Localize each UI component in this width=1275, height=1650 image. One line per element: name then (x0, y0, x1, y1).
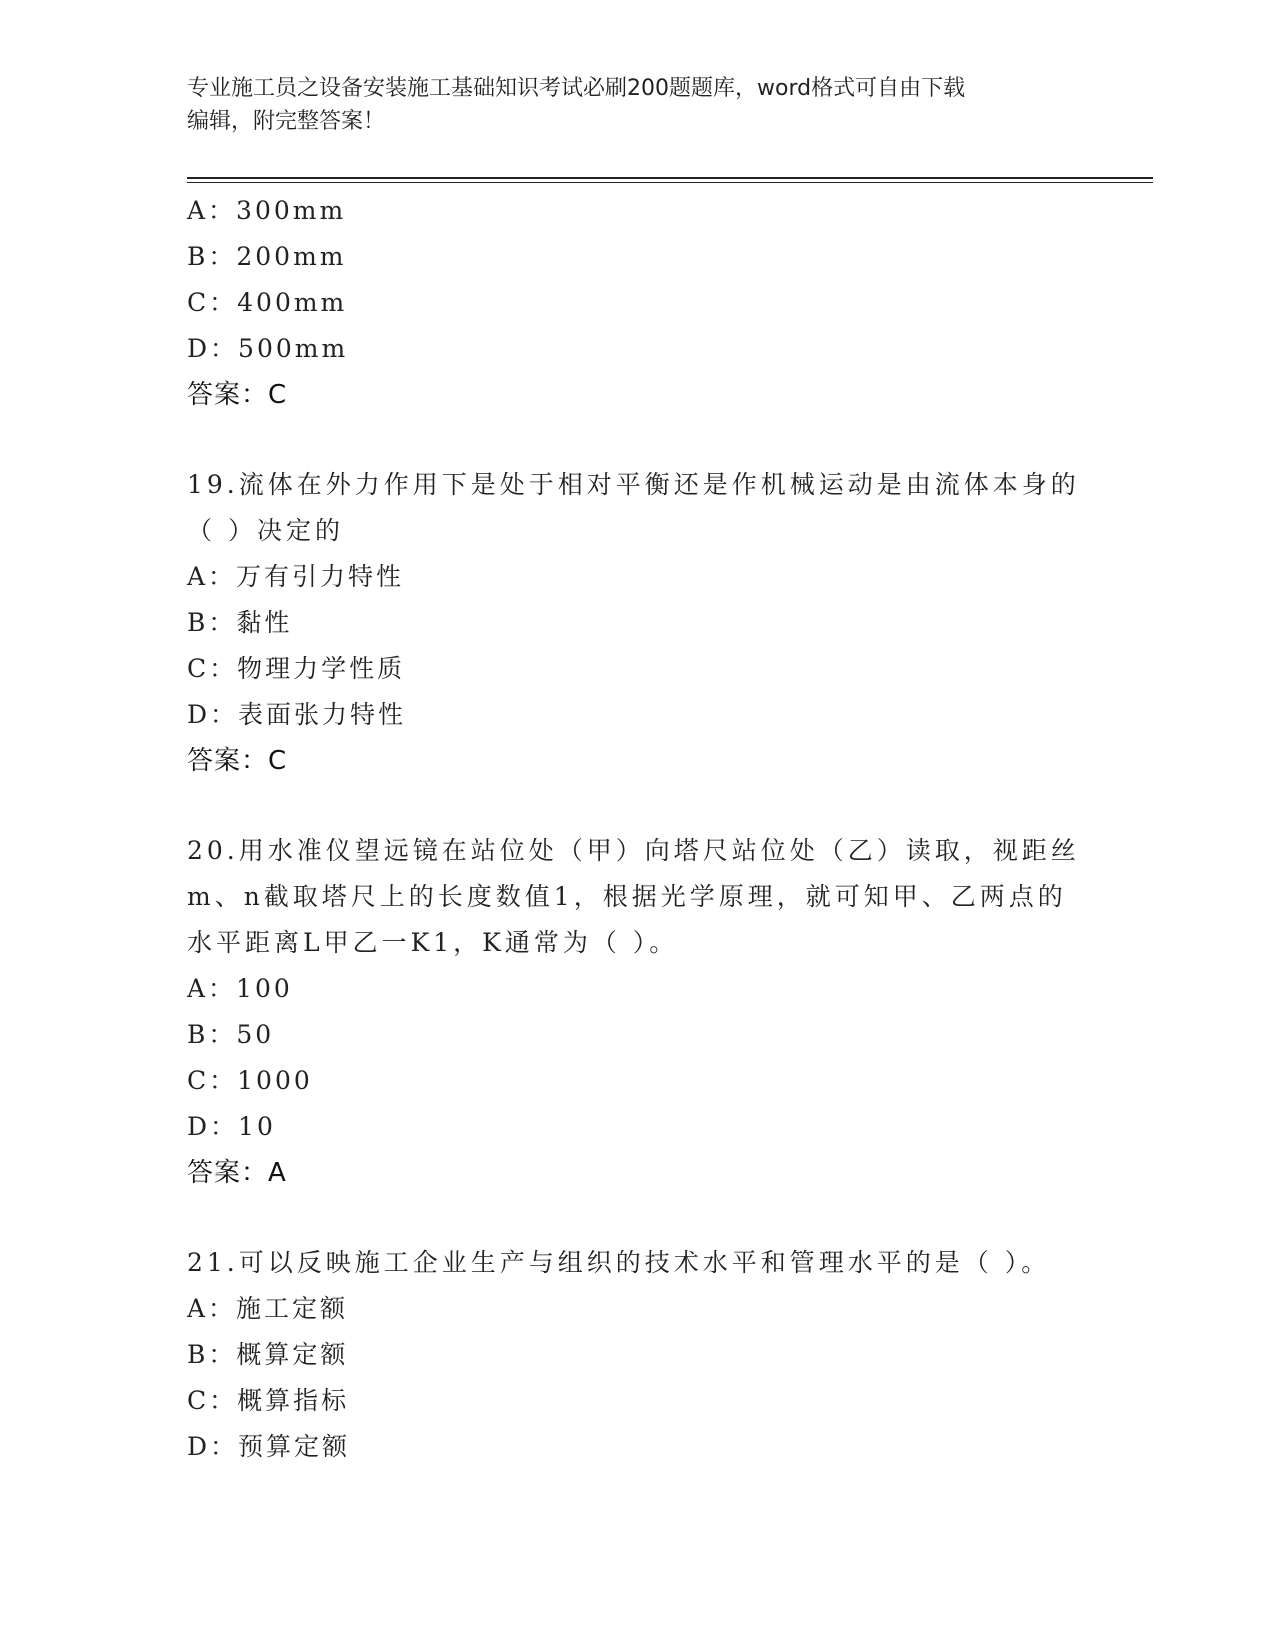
option-c: C：1000 (187, 1066, 313, 1095)
question-spacer (187, 784, 1087, 828)
question-text-line: 水平距离L甲乙一K1，K通常为（ ）。 (187, 928, 679, 957)
option-a: A：万有引力特性 (187, 562, 405, 591)
option-b: B：50 (187, 1020, 275, 1049)
option-d: D：500mm (187, 334, 349, 363)
option-d: D：预算定额 (187, 1432, 351, 1461)
question-20 (187, 828, 1087, 1196)
option-b: B：概算定额 (187, 1340, 349, 1369)
option-a: A：300mm (187, 196, 347, 225)
question-19 (187, 462, 1087, 784)
option-d: D：10 (187, 1112, 276, 1141)
option-a: A：100 (187, 974, 293, 1003)
document-header (187, 72, 1067, 138)
question-list (187, 188, 1087, 1470)
option-a: A：施工定额 (187, 1294, 349, 1323)
question-text-line: 19.流体在外力作用下是处于相对平衡还是作机械运动是由流体本身的 (187, 470, 1080, 499)
option-c: C：概算指标 (187, 1386, 350, 1415)
header-title-line-1: 专业施工员之设备安装施工基础知识考试必刷200题题库，word格式可自由下载 (187, 76, 966, 101)
header-divider-thick (187, 177, 1153, 179)
question-spacer (187, 418, 1087, 462)
answer-line: 答案：C (187, 380, 288, 410)
option-c: C：物理力学性质 (187, 654, 406, 683)
option-c: C：400mm (187, 288, 348, 317)
option-d: D：表面张力特性 (187, 700, 407, 729)
answer-line: 答案：C (187, 746, 288, 776)
question-spacer (187, 1196, 1087, 1240)
question-text (187, 1240, 1087, 1286)
question-21 (187, 1240, 1087, 1470)
question-text (187, 462, 1087, 554)
header-title-line-2: 编辑，附完整答案！ (187, 109, 386, 134)
question-text-line: （ ）决定的 (187, 516, 344, 545)
answer-line: 答案：A (187, 1158, 287, 1188)
question-text-line: 21.可以反映施工企业生产与组织的技术水平和管理水平的是（ ）。 (187, 1248, 1051, 1277)
option-b: B：200mm (187, 242, 347, 271)
question-text-line: m、n截取塔尺上的长度数值1，根据光学原理，就可知甲、乙两点的 (187, 882, 1067, 911)
question-18 (187, 188, 1087, 418)
question-text-line: 20.用水准仪望远镜在站位处（甲）向塔尺站位处（乙）读取，视距丝 (187, 836, 1080, 865)
option-b: B：黏性 (187, 608, 293, 637)
question-text (187, 828, 1087, 966)
header-divider-thin (187, 182, 1153, 183)
